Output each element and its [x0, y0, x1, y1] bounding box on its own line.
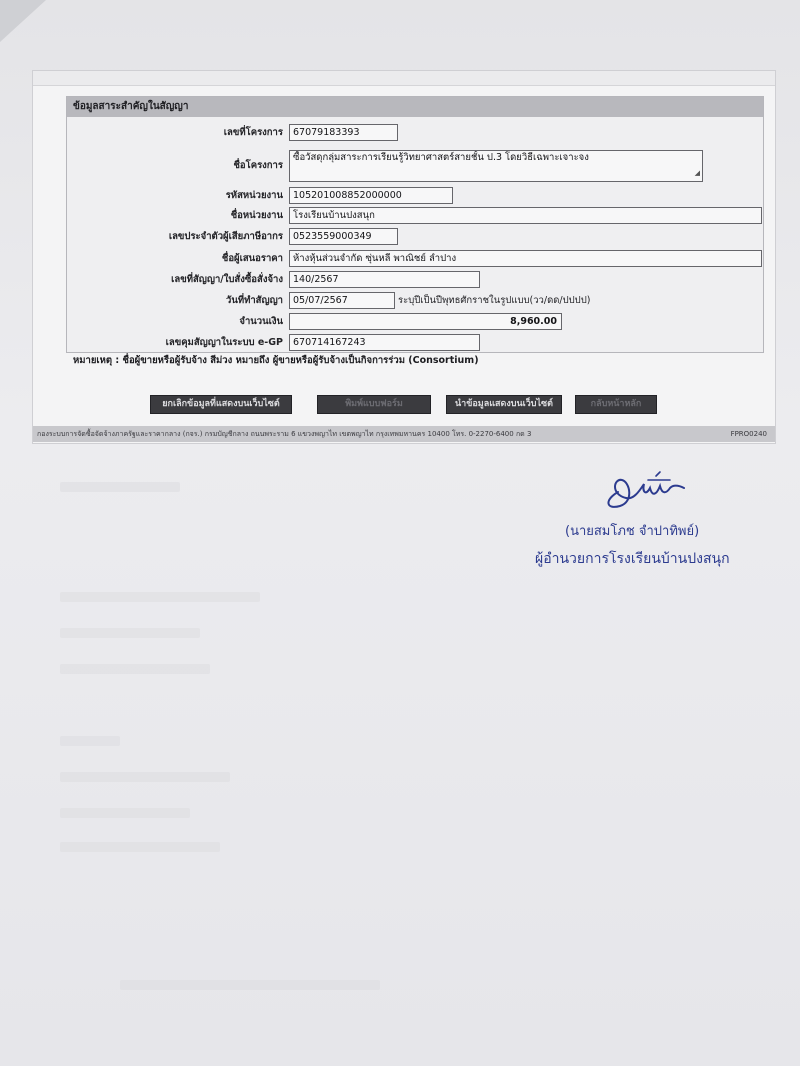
handwritten-signature [600, 470, 720, 510]
tax-id-label: เลขประจำตัวผู้เสียภาษีอากร [168, 231, 283, 242]
bleed-through [60, 664, 210, 674]
agency-name-label: ชื่อหน่วยงาน [230, 210, 283, 221]
row-project-name [67, 149, 763, 183]
contract-no-label: เลขที่สัญญา/ใบสั่งซื้อสั่งจ้าง [171, 274, 283, 285]
panel-topbar [33, 71, 775, 86]
contract-date-field[interactable]: 05/07/2567 [289, 292, 395, 309]
page-corner-fold [0, 0, 46, 42]
back-home-button[interactable]: กลับหน้าหลัก [575, 395, 657, 414]
egp-no-field[interactable]: 670714167243 [289, 334, 480, 351]
footer-address: กองระบบการจัดซื้อจัดจ้างภาครัฐและราคากลาง (กจร.) กรมบัญชีกลาง ถนนพระราม 6 แขวงพญาไท เขตพญาไท กรุงเทพมหานคร 10400 โทร. 0-2270-6400 กด 3 [37, 430, 532, 438]
contract-date-label: วันที่ทำสัญญา [225, 295, 283, 306]
row-amount [67, 312, 763, 331]
amount-field[interactable]: 8,960.00 [289, 313, 562, 330]
bleed-through [60, 592, 260, 602]
row-tax-id [67, 227, 763, 246]
cancel-publish-button[interactable]: ยกเลิกข้อมูลที่แสดงบนเว็บไซต์ [150, 395, 292, 414]
contract-date-hint: ระบุปีเป็นปีพุทธศักราชในรูปแบบ(วว/ดด/ปปปป) [398, 295, 591, 306]
project-name-label: ชื่อโครงการ [233, 160, 283, 171]
signatory-title: ผู้อำนวยการโรงเรียนบ้านปงสนุก [535, 551, 730, 567]
row-contract-date [67, 291, 763, 310]
section-title: ข้อมูลสาระสำคัญในสัญญา [67, 97, 763, 117]
bleed-through [120, 980, 380, 990]
contract-section [66, 96, 764, 353]
bleed-through [60, 772, 230, 782]
agency-code-label: รหัสหน่วยงาน [225, 190, 283, 201]
bleed-through [60, 628, 200, 638]
contract-no-field[interactable]: 140/2567 [289, 271, 480, 288]
tax-id-field[interactable]: 0523559000349 [289, 228, 398, 245]
resize-grip-icon[interactable]: ◢ [694, 169, 700, 177]
contract-panel [32, 70, 776, 444]
consortium-note: หมายเหตุ : ชื่อผู้ขายหรือผู้รับจ้าง สีม่วง หมายถึง ผู้ขายหรือผู้รับจ้างเป็นกิจการร่วม (Consortium) [73, 355, 479, 366]
egp-no-label: เลขคุมสัญญาในระบบ e-GP [165, 337, 283, 348]
bleed-through [60, 736, 120, 746]
agency-code-field[interactable]: 105201008852000000 [289, 187, 453, 204]
row-agency-code [67, 186, 763, 205]
project-no-field[interactable]: 67079183393 [289, 124, 398, 141]
project-no-label: เลขที่โครงการ [223, 127, 283, 138]
signatory-name: (นายสมโภช จำปาทิพย์) [565, 524, 700, 539]
bleed-through [60, 842, 220, 852]
page-footer [33, 426, 775, 442]
row-contract-no [67, 270, 763, 289]
row-project-no [67, 123, 763, 142]
amount-label: จำนวนเงิน [239, 316, 283, 327]
bleed-through [60, 808, 190, 818]
row-bidder-name [67, 249, 763, 268]
project-name-field[interactable] [289, 150, 703, 182]
row-agency-name [67, 206, 763, 225]
bidder-name-label: ชื่อผู้เสนอราคา [221, 253, 283, 264]
print-form-button[interactable]: พิมพ์แบบฟอร์ม [317, 395, 431, 414]
project-name-value: ซื้อวัสดุกลุ่มสาระการเรียนรู้วิทยาศาสตร์สายชั้น ป.3 โดยวิธีเฉพาะเจาะจง [293, 152, 589, 163]
bidder-name-field[interactable]: ห้างหุ้นส่วนจำกัด ซุ่นหลี พาณิชย์ ลำปาง [289, 250, 762, 267]
bleed-through [60, 482, 180, 492]
publish-button[interactable]: นำข้อมูลแสดงบนเว็บไซต์ [446, 395, 562, 414]
form-code: FPRO0240 [730, 430, 767, 438]
row-egp-no [67, 333, 763, 352]
agency-name-field[interactable]: โรงเรียนบ้านปงสนุก [289, 207, 762, 224]
